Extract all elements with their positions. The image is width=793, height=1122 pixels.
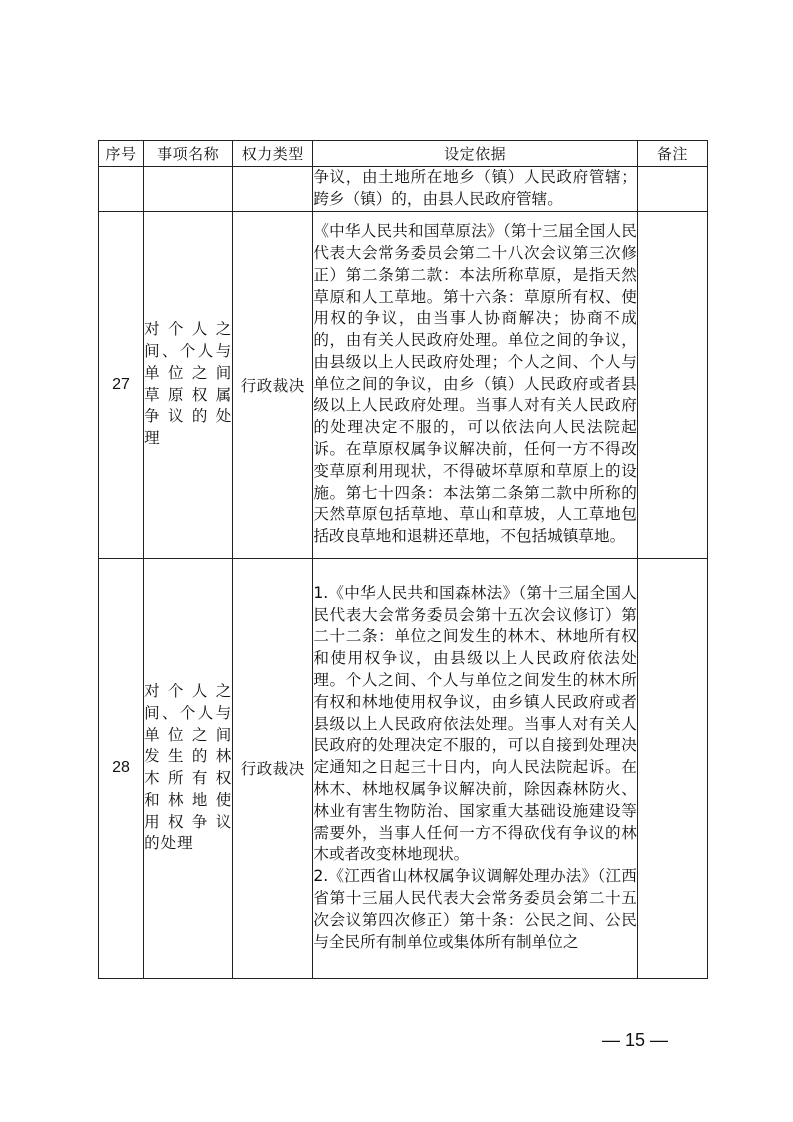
basis-paragraph: 2.《江西省山林权属争议调解处理办法》（江西省第十三届人民代表大会常务委员会第二十五次会议第四次修正）第十条：公民之间、公民与全民所有制单位或集体所有制单位之	[313, 867, 637, 951]
basis-paragraph: 《中华人民共和国草原法》（第十三届全国人民代表大会常务委员会第二十八次会议第三次修正）第二条第二款：本法所称草原，是指天然草原和人工草地。第十六条：草原所有权、使用权的争议，由当事人协商解决；协商不成的，由有关人民政府处理。单位之间的争议，由县级以上人民政府处理；个人之间、个人与单位之间的争议，由乡（镇）人民政府或者县级以上人民政府处理。当事人对有关人民政府的处理决定不服的，可以依法向人民法院起诉。在草原权属争议解决前，任何一方不得改变草原利用现状，不得破坏草原和草原上的设施。第七十四条：本法第二条第二款中所称的天然草原包括草地、草山和草坡，人工草地包括改良草地和退耕还草地，不包括城镇草地。	[313, 222, 637, 546]
item-name-line: 对个人之	[144, 320, 233, 339]
item-name-line: 对个人之	[144, 681, 233, 700]
item-name-line: 间、个人与	[144, 342, 233, 360]
cell-remarks	[637, 211, 707, 558]
cell-item-name	[144, 167, 233, 212]
item-name-line: 争议的处	[144, 407, 233, 426]
header-item-name: 事项名称	[144, 141, 233, 167]
table-row	[99, 558, 708, 978]
authority-items-table	[98, 140, 708, 979]
item-name-line: 和林地使	[144, 790, 233, 809]
page-number: — 15 —	[601, 1030, 669, 1050]
table-header-row	[99, 141, 708, 167]
basis-paragraph: 争议，由土地所在地乡（镇）人民政府管辖；跨乡（镇）的，由县人民政府管辖。	[313, 168, 637, 208]
item-name-line: 间、个人与	[144, 703, 233, 722]
item-name-line: 单位之间	[144, 363, 233, 382]
cell-number: 27	[99, 211, 144, 558]
cell-power-type	[233, 167, 313, 212]
cell-item-name	[144, 558, 233, 978]
cell-legal-basis	[313, 167, 638, 212]
header-legal-basis: 设定依据	[313, 141, 638, 167]
cell-remarks	[637, 167, 707, 212]
cell-power-type: 行政裁决	[233, 211, 313, 558]
cell-item-name	[144, 211, 233, 558]
header-remarks: 备注	[637, 141, 707, 167]
item-name-line: 木所有权	[144, 769, 233, 788]
cell-remarks	[637, 558, 707, 978]
item-name-line: 的处理	[144, 834, 194, 853]
table-row	[99, 211, 708, 558]
table-row-continuation	[99, 167, 708, 212]
header-number: 序号	[99, 141, 144, 167]
cell-number	[99, 167, 144, 212]
item-name-line: 用权争议	[144, 812, 233, 831]
cell-legal-basis	[313, 558, 638, 978]
header-power-type: 权力类型	[233, 141, 313, 167]
cell-number: 28	[99, 558, 144, 978]
item-name-line: 草原权属	[144, 385, 233, 404]
item-name-line: 理	[144, 429, 161, 448]
cell-power-type: 行政裁决	[233, 558, 313, 978]
cell-legal-basis	[313, 211, 638, 558]
item-name-line: 单位之间	[144, 725, 233, 744]
item-name-line: 发生的林	[144, 747, 233, 766]
basis-paragraph: 1.《中华人民共和国森林法》（第十三届全国人民代表大会常务委员会第十五次会议修订）第二十二条：单位之间发生的林木、林地所有权和使用权争议，由县级以上人民政府依法处理。个人之间、个人与单位之间发生的林木所有权和林地使用权争议，由乡镇人民政府或者县级以上人民政府依法处理。当事人对有关人民政府的处理决定不服的，可以自接到处理决定通知之日起三十日内，向人民法院起诉。在林木、林地权属争议解决前，除因森林防火、林业有害生物防治、国家重大基础设施建设等需要外，当事人任何一方不得砍伐有争议的林木或者改变林地现状。	[313, 583, 637, 864]
